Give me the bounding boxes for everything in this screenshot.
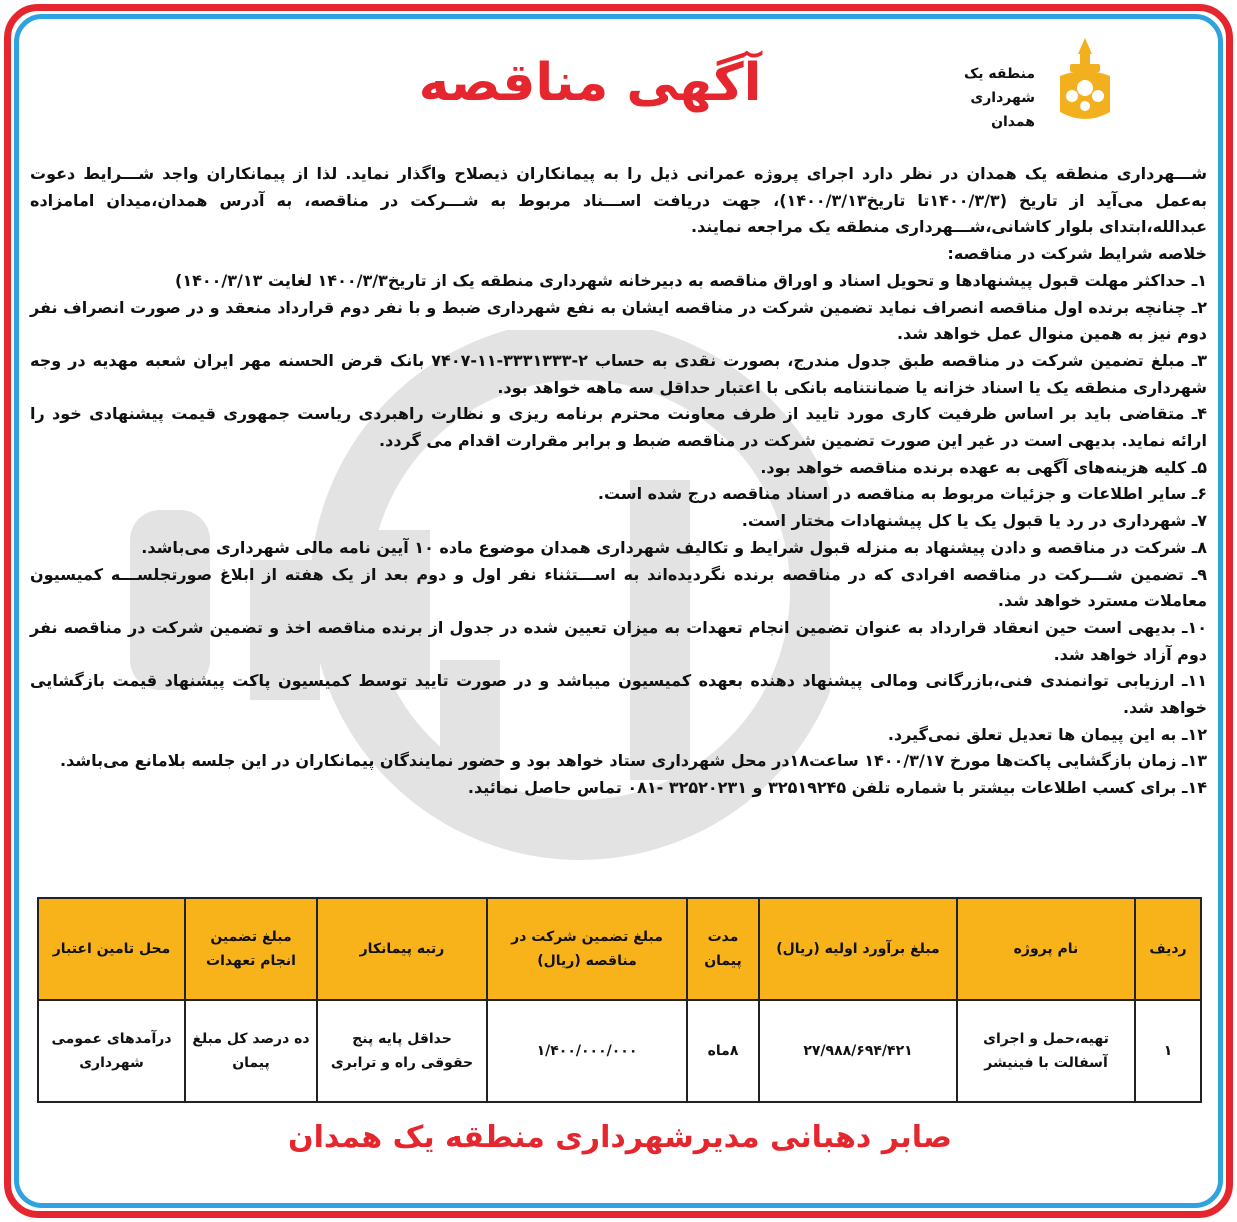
announcement-body <box>30 161 1207 802</box>
cell-contractor-grade: حداقل پایه پنج حقوقی راه و ترابری <box>317 1000 487 1102</box>
logo-caption <box>935 62 1035 134</box>
condition-item: ۱۲ـ به این پیمان ها تعدیل تعلق نمی‌گیرد. <box>887 724 1207 744</box>
condition-item: ۴ـ متقاضی باید بر اساس ظرفیت کاری مورد تایید از طرف معاونت محترم برنامه ریزی و نظارت راهبردی ریاست جمهوری قیمت پیشنهادی خود را ارائه نماید. بدیهی است در غیر این صورت تضمین شرکت در مناقصه ضبط و برابر مقرارت اقدام می گردد. <box>30 404 1207 451</box>
header-funding-source: محل تامین اعتبار <box>38 898 185 1000</box>
condition-item: ۱ـ حداکثر مهلت قبول پیشنهادها و تحویل اسناد و اوراق مناقصه به دبیرخانه شهرداری منطقه یک از تاریخ۱۴۰۰/۳/۳ لغایت ۱۴۰۰/۳/۱۳) <box>175 270 1207 290</box>
cell-project-name: تهیه،حمل و اجرای آسفالت با فینیشر <box>957 1000 1135 1102</box>
cell-performance-guarantee: ده درصد کل مبلغ پیمان <box>185 1000 317 1102</box>
header-performance-guarantee: مبلغ تضمین انجام تعهدات <box>185 898 317 1000</box>
condition-item: ۱۳ـ زمان بازگشایی پاکت‌ها مورخ ۱۴۰۰/۳/۱۷ ساعت۱۸در محل شهرداری ستاد خواهد بود و حضور نمایندگان پیمانکاران در این جلسه بلامانع می‌باشد. <box>60 751 1207 771</box>
conditions-heading: خلاصه شرایط شرکت در مناقصه: <box>947 244 1207 264</box>
cell-duration: ۸ماه <box>687 1000 759 1102</box>
municipality-logo-icon <box>1040 36 1130 128</box>
page-title: آگهی مناقصه <box>418 53 762 113</box>
cell-guarantee: ۱/۴۰۰/۰۰۰/۰۰۰ <box>487 1000 687 1102</box>
condition-item: ۱۴ـ برای کسب اطلاعات بیشتر با شماره تلفن ۳۲۵۱۹۲۴۵ و ۳۲۵۲۰۲۳۱ -۰۸۱ تماس حاصل نمائید. <box>467 778 1207 798</box>
condition-item: ۸ـ شرکت در مناقصه و دادن پیشنهاد به منزله قبول شرایط و تکالیف شهرداری همدان موضوع ماده ۱۰ آیین نامه مالی شهرداری می‌باشد. <box>141 537 1207 557</box>
cell-funding-source: درآمدهای عمومی شهرداری <box>38 1000 185 1102</box>
condition-item: ۶ـ سایر اطلاعات و جزئیات مربوط به مناقصه در اسناد مناقصه درج شده است. <box>597 484 1207 504</box>
header-duration: مدت پیمان <box>687 898 759 1000</box>
cell-estimate: ۲۷/۹۸۸/۶۹۴/۴۲۱ <box>759 1000 957 1102</box>
condition-item: ۵ـ کلیه هزینه‌های آگهی به عهده برنده مناقصه خواهد بود. <box>760 457 1207 477</box>
condition-item: ۲ـ چنانچه برنده اول مناقصه انصراف نماید تضمین شرکت در مناقصه ایشان به نفع شهرداری ضبط و با نفر دوم قرارداد منعقد و در صورت انصراف نفر دوم نیز به همین منوال عمل خواهد شد. <box>30 297 1207 344</box>
header-row-number: ردیف <box>1135 898 1201 1000</box>
intro-paragraph: شـــهرداری منطقه یک همدان در نظر دارد اجرای پروژه عمرانی ذیل را به پیمانکاران ذیصلاح واگذار نماید. لذا از پیمانکاران واجد شـــرایط دعوت به‌عمل می‌آید از تاریخ (۱۴۰۰/۳/۳تا تاریخ۱۴۰۰/۳/۱۳)، جهت دریافت اســـناد مربوط به شـــرکت در مناقصه، به آدرس همدان،میدان امامزاده عبدالله،ابتدای بلوار کاشانی،شـــهرداری منطقه یک مراجعه نمایند. <box>30 164 1208 237</box>
logo-line-municipality: شهرداری همدان <box>970 90 1035 130</box>
header-estimate: مبلغ برآورد اولیه (ریال) <box>759 898 957 1000</box>
header-contractor-grade: رتبه پیمانکار <box>317 898 487 1000</box>
table-header-row <box>38 898 1201 1000</box>
condition-item: ۹ـ تضمین شـــرکت در مناقصه افرادی که در مناقصه برنده نگردیده‌اند به اســـتثناء نفر اول و دوم بعد از یک هفته از ابلاغ صورتجلســـه کمیسیون معاملات مسترد خواهد شد. <box>30 564 1207 611</box>
cell-row-number: ۱ <box>1135 1000 1201 1102</box>
condition-item: ۷ـ شهرداری در رد یا قبول یک یا کل پیشنهادات مختار است. <box>741 511 1207 531</box>
signature-line: صابر دهبانی مدیرشهرداری منطقه یک همدان <box>288 1120 952 1155</box>
tender-table <box>37 897 1202 1103</box>
header-guarantee: مبلغ تضمین شرکت در مناقصه (ریال) <box>487 898 687 1000</box>
logo-line-region: منطقه یک <box>963 66 1035 82</box>
table-row <box>38 1000 1201 1102</box>
condition-item: ۱۰ـ بدیهی است حین انعقاد قرارداد به عنوان تضمین انجام تعهدات به میزان تعیین شده در جدول از برنده مناقصه اخذ و تضمین شرکت در مناقصه نفر دوم آزاد خواهد شد. <box>30 617 1207 664</box>
header-project-name: نام پروژه <box>957 898 1135 1000</box>
condition-item: ۳ـ مبلغ تضمین شرکت در مناقصه طبق جدول مندرج، بصورت نقدی به حساب ۲-۳۳۳۱۳۳۳-۱۱-۷۴۰۷ بانک قرض الحسنه مهر ایران شعبه مهدیه در وجه شهرداری منطقه یک یا اسناد خزانه یا ضمانتنامه بانکی با اعتبار حداقل سه ماهه خواهد بود. <box>30 350 1207 397</box>
condition-item: ۱۱ـ ارزیابی توانمندی فنی،بازرگانی ومالی پیشنهاد دهنده بعهده کمیسیون میباشد و در صورت تایید توسط کمیسیون پاکت پیشنهاد قیمت بازگشایی خواهد شد. <box>30 671 1207 718</box>
